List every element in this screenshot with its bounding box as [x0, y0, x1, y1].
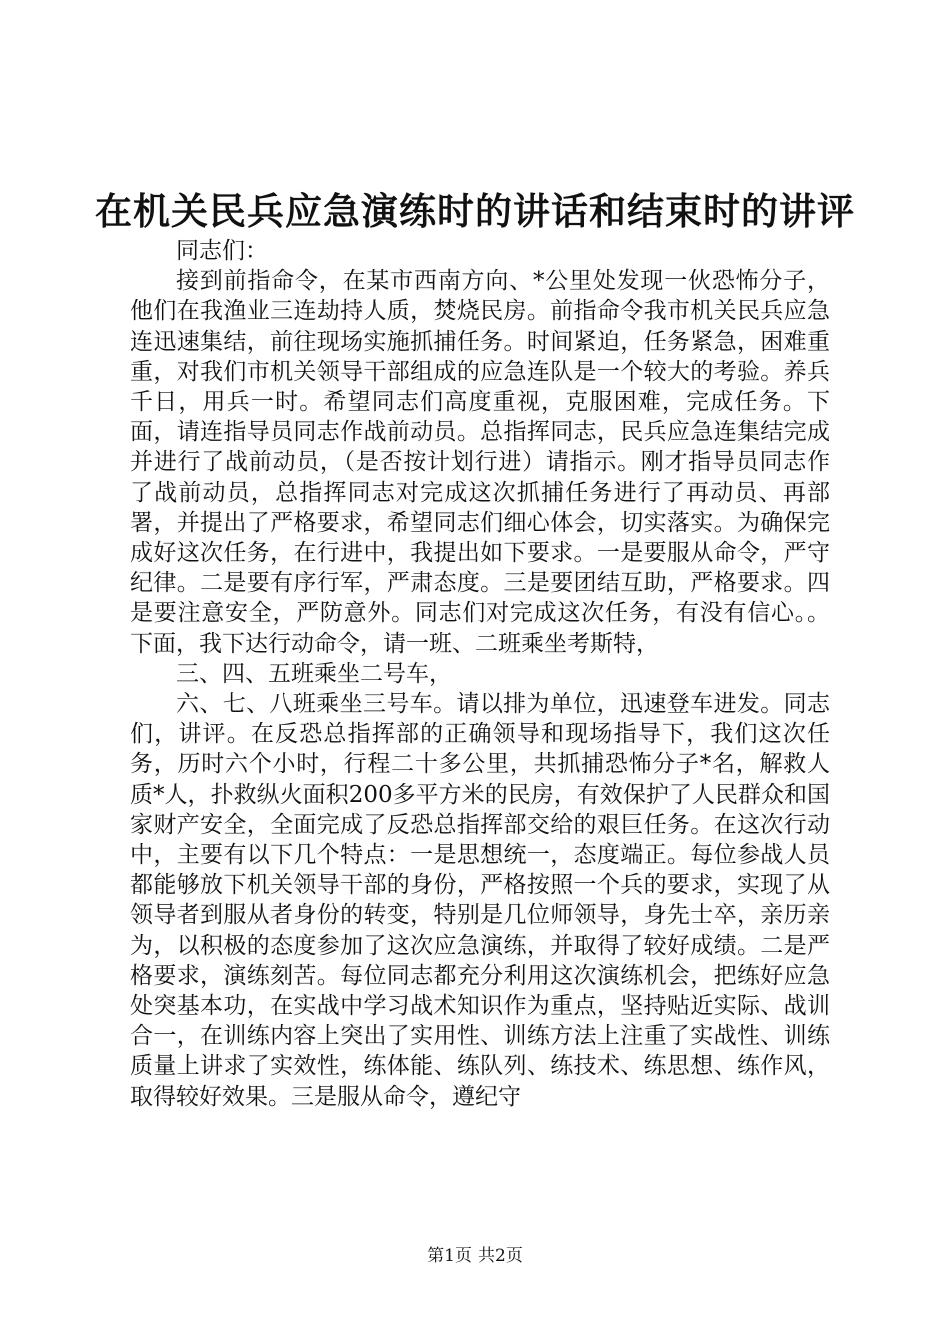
paragraph-salutation: 同志们： [176, 238, 268, 264]
paragraph-briefing: 接到前指命令，在某市西南方向、*公里处发现一伙恐怖分子，他们在我渔业三连劫持人质，焚烧民房。前指命令我市机关民兵应急连迅速集结，前往现场实施抓捕任务。时间紧迫，任务紧急，困难重重，对我们市机关领导干部组成的应急连队是一个较大的考验。养兵千日，用兵一时。希望同志们高度重视，克服困难，完成任务。下面，请连指导员同志作战前动员。总指挥同志，民兵应急连集结完成并进行了战前动员，（是否按计划行进）请指示。刚才指导员同志作了战前动员，总指挥同志对完成这次抓捕任务进行了再动员、再部署，并提出了严格要求，希望同志们细心体会，切实落实。为确保完成好这次任务，在行进中，我提出如下要求。一是要服从命令，严守纪律。二是要有序行军，严肃态度。三是要团结互助，严格要求。四是要注意安全，严防意外。同志们对完成这次任务，有没有信心。。下面，我下达行动命令，请一班、二班乘坐考斯特， [130, 268, 830, 657]
document-title: 在机关民兵应急演练时的讲话和结束时的讲评 [95, 189, 855, 233]
document-body [130, 236, 830, 1112]
paragraph-vehicle-assignment: 三、四、五班乘坐二号车， [176, 660, 452, 687]
page-footer [0, 1244, 950, 1268]
page-total: 共2页 [478, 1246, 523, 1266]
page-number: 第1页 [427, 1246, 472, 1266]
paragraph-review: 六、七、八班乘坐三号车。请以排为单位，迅速登车进发。同志们，讲评。在反恐总指挥部的正确领导和现场指导下，我们这次任务，历时六个小时，行程二十多公里，共抓捕恐怖分子*名，解救人质*人，扑救纵火面积200多平方米的民房，有效保护了人民群众和国家财产安全，全面完成了反恐总指挥部交给的艰巨任务。在这次行动中，主要有以下几个特点：一是思想统一，态度端正。每位参战人员都能够放下机关领导干部的身份，严格按照一个兵的要求，实现了从领导者到服从者身份的转变，特别是几位师领导，身先士卒，亲历亲为，以积极的态度参加了这次应急演练，并取得了较好成绩。二是严格要求，演练刻苦。每位同志都充分利用这次演练机会，把练好应急处突基本功，在实战中学习战术知识作为重点，坚持贴近实际、战训合一，在训练内容上突出了实用性、训练方法上注重了实战性、训练质量上讲求了实效性，练体能、练队列、练技术、练思想、练作风，取得较好效果。三是服从命令，遵纪守 [130, 691, 830, 1110]
